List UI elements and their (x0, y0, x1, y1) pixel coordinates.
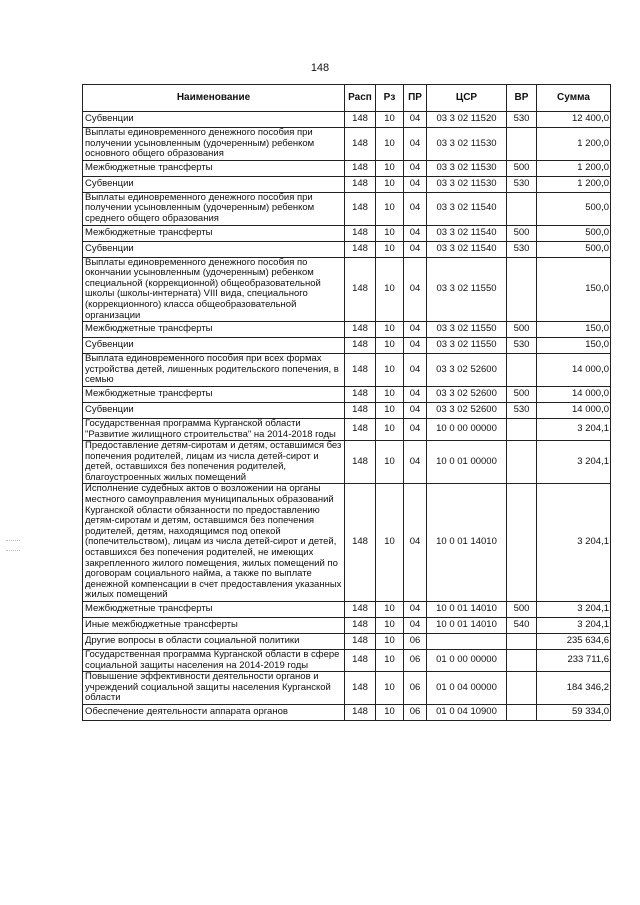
header-csr: ЦСР (427, 85, 507, 112)
cell-pr: 04 (404, 257, 427, 322)
cell-rz: 10 (376, 176, 404, 192)
cell-vr (507, 672, 537, 705)
cell-pr: 06 (404, 650, 427, 672)
cell-vr: 500 (507, 602, 537, 618)
cell-pr: 04 (404, 418, 427, 440)
cell-name: Выплаты единовременного денежного пособия при получении усыновленным (удочеренным) ребенком среднего общего образования (83, 192, 345, 225)
cell-rasp: 148 (345, 704, 376, 720)
cell-csr: 01 0 00 00000 (427, 650, 507, 672)
cell-csr: 03 3 02 52600 (427, 402, 507, 418)
cell-rasp: 148 (345, 241, 376, 257)
cell-csr: 03 3 02 11550 (427, 257, 507, 322)
cell-name: Межбюджетные трансферты (83, 225, 345, 241)
cell-rz: 10 (376, 484, 404, 602)
cell-rasp: 148 (345, 192, 376, 225)
cell-vr (507, 192, 537, 225)
cell-sum: 1 200,0 (537, 128, 611, 161)
cell-vr: 500 (507, 160, 537, 176)
table-row (83, 112, 611, 128)
header-pr: ПР (404, 85, 427, 112)
cell-rasp: 148 (345, 418, 376, 440)
cell-rz: 10 (376, 192, 404, 225)
cell-pr: 04 (404, 618, 427, 634)
table-row (83, 192, 611, 225)
table-row (83, 241, 611, 257)
cell-csr (427, 634, 507, 650)
cell-rz: 10 (376, 418, 404, 440)
cell-sum: 233 711,6 (537, 650, 611, 672)
cell-sum: 14 000,0 (537, 402, 611, 418)
table-row (83, 418, 611, 440)
cell-pr: 04 (404, 112, 427, 128)
cell-rasp: 148 (345, 484, 376, 602)
cell-name: Межбюджетные трансферты (83, 386, 345, 402)
table-row (83, 128, 611, 161)
cell-sum: 3 204,1 (537, 441, 611, 484)
cell-rz: 10 (376, 602, 404, 618)
cell-sum: 184 346,2 (537, 672, 611, 705)
cell-rz: 10 (376, 338, 404, 354)
cell-sum: 12 400,0 (537, 112, 611, 128)
cell-sum: 235 634,6 (537, 634, 611, 650)
cell-pr: 04 (404, 484, 427, 602)
cell-csr: 03 3 02 11530 (427, 176, 507, 192)
cell-vr: 500 (507, 225, 537, 241)
table-row (83, 618, 611, 634)
cell-vr (507, 441, 537, 484)
cell-sum: 500,0 (537, 225, 611, 241)
cell-vr: 530 (507, 338, 537, 354)
cell-pr: 04 (404, 441, 427, 484)
cell-pr: 06 (404, 672, 427, 705)
cell-rasp: 148 (345, 602, 376, 618)
cell-vr (507, 634, 537, 650)
table-row (83, 602, 611, 618)
table-row (83, 160, 611, 176)
cell-rz: 10 (376, 112, 404, 128)
cell-name: Субвенции (83, 338, 345, 354)
header-rz: Рз (376, 85, 404, 112)
cell-name: Субвенции (83, 112, 345, 128)
cell-csr: 03 3 02 11540 (427, 192, 507, 225)
table-row (83, 322, 611, 338)
cell-sum: 3 204,1 (537, 418, 611, 440)
cell-sum: 150,0 (537, 322, 611, 338)
table-row (83, 225, 611, 241)
cell-sum: 500,0 (537, 241, 611, 257)
cell-vr (507, 418, 537, 440)
cell-pr: 04 (404, 225, 427, 241)
table-row (83, 704, 611, 720)
cell-rz: 10 (376, 402, 404, 418)
table-row (83, 176, 611, 192)
cell-rasp: 148 (345, 176, 376, 192)
cell-pr: 04 (404, 402, 427, 418)
cell-rz: 10 (376, 386, 404, 402)
cell-pr: 04 (404, 241, 427, 257)
cell-csr: 03 3 02 11550 (427, 322, 507, 338)
cell-sum: 1 200,0 (537, 160, 611, 176)
cell-name: Государственная программа Курганской области "Развитие жилищного строительства" на 2014-2018 годы (83, 418, 345, 440)
cell-name: Межбюджетные трансферты (83, 602, 345, 618)
cell-name: Иные межбюджетные трансферты (83, 618, 345, 634)
table-row (83, 354, 611, 387)
cell-rasp: 148 (345, 354, 376, 387)
cell-rz: 10 (376, 322, 404, 338)
table-row (83, 672, 611, 705)
table-row (83, 634, 611, 650)
cell-rasp: 148 (345, 112, 376, 128)
cell-rz: 10 (376, 241, 404, 257)
cell-name: Выплаты единовременного денежного пособия по окончании усыновленным (удочеренным) ребенком специальной (коррекционной) общеобразовательной школы (школы-интерната) VIII вида, специального (коррекционного) класса общеобразовательной организации (83, 257, 345, 322)
cell-csr: 10 0 01 14010 (427, 602, 507, 618)
table-row (83, 402, 611, 418)
cell-pr: 04 (404, 602, 427, 618)
cell-rasp: 148 (345, 441, 376, 484)
cell-sum: 14 000,0 (537, 354, 611, 387)
cell-rz: 10 (376, 672, 404, 705)
cell-vr (507, 128, 537, 161)
cell-vr (507, 704, 537, 720)
table-row (83, 338, 611, 354)
cell-vr (507, 650, 537, 672)
cell-pr: 04 (404, 128, 427, 161)
cell-sum: 3 204,1 (537, 484, 611, 602)
cell-csr: 01 0 04 10900 (427, 704, 507, 720)
cell-rasp: 148 (345, 128, 376, 161)
table-row (83, 484, 611, 602)
cell-name: Выплата единовременного пособия при всех формах устройства детей, лишенных родительского попечения, в семью (83, 354, 345, 387)
header-rasp: Расп (345, 85, 376, 112)
cell-name: Государственная программа Курганской области в сфере социальной защиты населения на 2014-2019 годы (83, 650, 345, 672)
cell-csr: 03 3 02 52600 (427, 386, 507, 402)
cell-name: Исполнение судебных актов о возложении на органы местного самоуправления муниципальных образований Курганской области обязанности по предоставлению детям-сиротам и детям, оставшимся без попечения родителей, детям, находящимся под опекой (попечительством), лицам из числа детей-сирот и детей, оставшихся без попечения родителей, не имеющих закрепленного жилого помещения, жилых помещений по договорам социального найма, а также по выплате денежной компенсации в счет предоставления указанных жилых помещений (83, 484, 345, 602)
cell-csr: 03 3 02 11520 (427, 112, 507, 128)
cell-csr: 10 0 01 14010 (427, 618, 507, 634)
cell-rz: 10 (376, 441, 404, 484)
cell-csr: 03 3 02 52600 (427, 354, 507, 387)
header-name: Наименование (83, 85, 345, 112)
cell-csr: 10 0 01 00000 (427, 441, 507, 484)
cell-rasp: 148 (345, 386, 376, 402)
cell-name: Обеспечение деятельности аппарата органов (83, 704, 345, 720)
cell-vr: 530 (507, 176, 537, 192)
cell-rz: 10 (376, 225, 404, 241)
cell-pr: 04 (404, 322, 427, 338)
table-row (83, 650, 611, 672)
margin-marks (6, 540, 26, 570)
cell-rasp: 148 (345, 618, 376, 634)
cell-name: Субвенции (83, 241, 345, 257)
cell-vr: 530 (507, 241, 537, 257)
cell-pr: 04 (404, 192, 427, 225)
cell-name: Другие вопросы в области социальной политики (83, 634, 345, 650)
cell-sum: 3 204,1 (537, 618, 611, 634)
cell-rasp: 148 (345, 650, 376, 672)
cell-csr: 10 0 01 14010 (427, 484, 507, 602)
cell-pr: 06 (404, 634, 427, 650)
cell-name: Повышение эффективности деятельности органов и учреждений социальной защиты населения Курганской области (83, 672, 345, 705)
table-row (83, 441, 611, 484)
cell-vr: 530 (507, 112, 537, 128)
cell-rasp: 148 (345, 338, 376, 354)
cell-rasp: 148 (345, 322, 376, 338)
table-header-row (83, 85, 611, 112)
cell-rz: 10 (376, 257, 404, 322)
cell-name: Межбюджетные трансферты (83, 160, 345, 176)
cell-name: Субвенции (83, 176, 345, 192)
cell-name: Выплаты единовременного денежного пособия при получении усыновленным (удочеренным) ребенком основного общего образования (83, 128, 345, 161)
cell-pr: 04 (404, 354, 427, 387)
cell-csr: 03 3 02 11540 (427, 225, 507, 241)
cell-sum: 14 000,0 (537, 386, 611, 402)
cell-vr: 530 (507, 402, 537, 418)
cell-csr: 01 0 04 00000 (427, 672, 507, 705)
cell-pr: 04 (404, 386, 427, 402)
cell-name: Предоставление детям-сиротам и детям, оставшимся без попечения родителей, лицам из числа детей-сирот и детей, оставшихся без попечения родителей, благоустроенных жилых помещений (83, 441, 345, 484)
cell-vr (507, 484, 537, 602)
table-row (83, 386, 611, 402)
cell-sum: 150,0 (537, 257, 611, 322)
cell-vr: 500 (507, 322, 537, 338)
cell-csr: 03 3 02 11540 (427, 241, 507, 257)
cell-rasp: 148 (345, 672, 376, 705)
header-vr: ВР (507, 85, 537, 112)
header-sum: Сумма (537, 85, 611, 112)
cell-rz: 10 (376, 128, 404, 161)
cell-rz: 10 (376, 634, 404, 650)
cell-sum: 1 200,0 (537, 176, 611, 192)
cell-rz: 10 (376, 160, 404, 176)
cell-sum: 500,0 (537, 192, 611, 225)
cell-name: Межбюджетные трансферты (83, 322, 345, 338)
cell-vr: 500 (507, 386, 537, 402)
cell-csr: 03 3 02 11530 (427, 128, 507, 161)
cell-rasp: 148 (345, 160, 376, 176)
cell-pr: 04 (404, 176, 427, 192)
page-number: 148 (310, 62, 330, 74)
cell-sum: 3 204,1 (537, 602, 611, 618)
cell-vr: 540 (507, 618, 537, 634)
cell-rz: 10 (376, 650, 404, 672)
cell-csr: 03 3 02 11530 (427, 160, 507, 176)
table-row (83, 257, 611, 322)
cell-sum: 59 334,0 (537, 704, 611, 720)
cell-pr: 04 (404, 338, 427, 354)
budget-table (82, 84, 611, 721)
cell-rz: 10 (376, 354, 404, 387)
cell-sum: 150,0 (537, 338, 611, 354)
cell-pr: 04 (404, 160, 427, 176)
cell-csr: 03 3 02 11550 (427, 338, 507, 354)
cell-vr (507, 257, 537, 322)
cell-pr: 06 (404, 704, 427, 720)
cell-name: Субвенции (83, 402, 345, 418)
cell-rasp: 148 (345, 257, 376, 322)
cell-rasp: 148 (345, 225, 376, 241)
cell-csr: 10 0 00 00000 (427, 418, 507, 440)
cell-rasp: 148 (345, 402, 376, 418)
cell-rasp: 148 (345, 634, 376, 650)
cell-rz: 10 (376, 618, 404, 634)
cell-vr (507, 354, 537, 387)
cell-rz: 10 (376, 704, 404, 720)
